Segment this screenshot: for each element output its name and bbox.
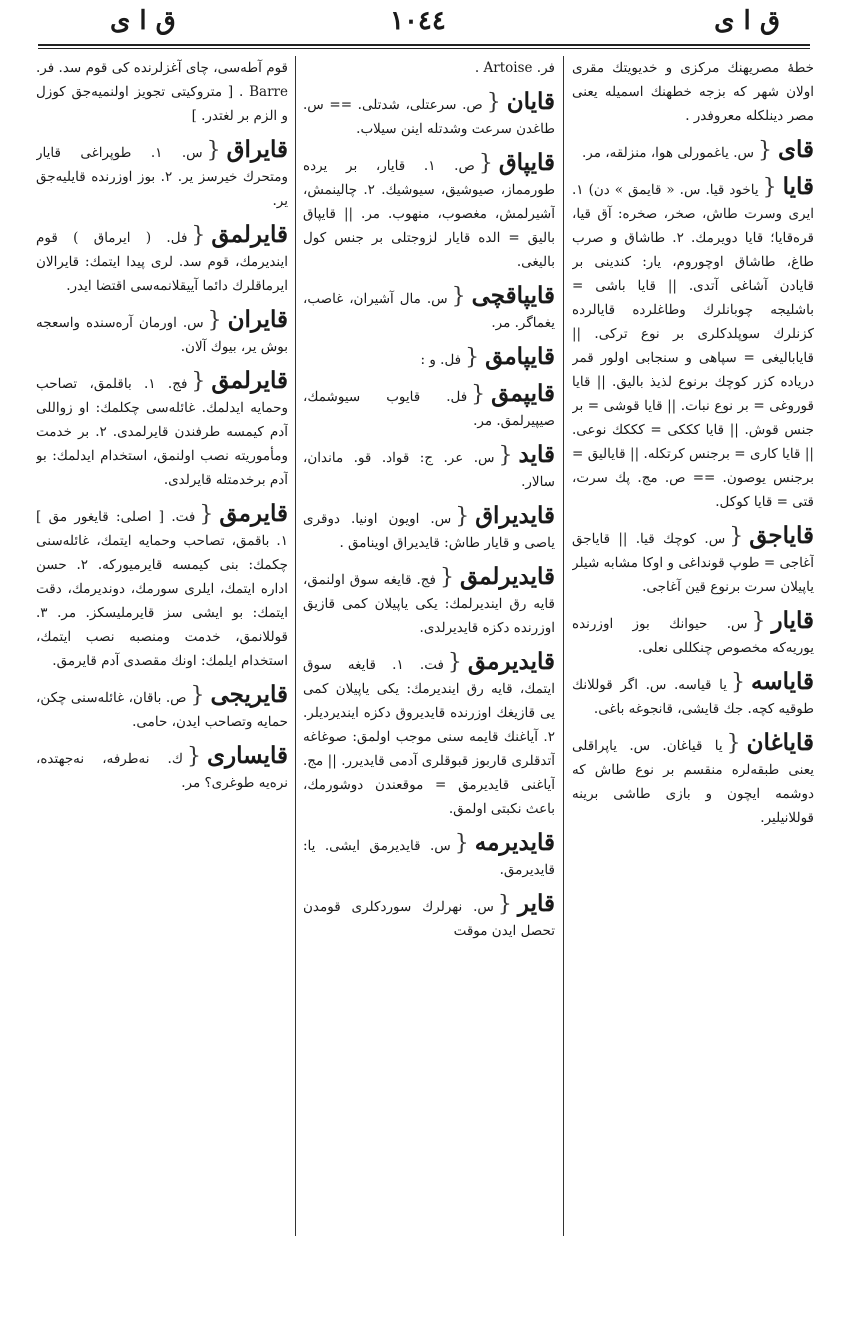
- entry-definition: س. قایدیرمق ایشى. یا: قایدیرمق.: [303, 838, 555, 878]
- brace-glyph: {: [207, 308, 222, 333]
- brace-glyph: {: [497, 892, 512, 917]
- brace-glyph: {: [439, 565, 454, 590]
- entry-headword: قایران: [227, 306, 288, 333]
- column-right: [572, 56, 814, 1236]
- dictionary-entry: [303, 56, 555, 80]
- entry-definition: س. مال آشیران، غاصب، یغماگر. مر.: [303, 291, 555, 331]
- dictionary-entry: [572, 138, 814, 165]
- dictionary-entry: [303, 382, 555, 433]
- dictionary-entry: [303, 151, 555, 274]
- dictionary-entry: [572, 731, 814, 830]
- brace-glyph: {: [498, 443, 513, 468]
- entry-definition: س. كوچك قیا. || قایاجق آغاجى = طوپ قونداغى و اوكا مشابه شیلر یاپیلان سرت برنوع قین آغاجى.: [572, 531, 814, 595]
- dictionary-entry: [303, 650, 555, 821]
- entry-definition: فج. ١. باقلمق، تصاحب وحمایه ایدلمك. غائله‌سى چكلمك: او زواللى آدم كیمسه طرفندن قایرلمدى. ٢. بر خدمت ومأموریته نصب اولنمق، استخدام ایدلمك: بو آدم برخدمتله قایرلدى.: [36, 376, 288, 488]
- brace-glyph: {: [191, 369, 206, 394]
- entry-headword: قایریجى: [210, 681, 288, 708]
- entry-definition: ص. ١. قایار، بر یرده طورمماز، صیوشیق، سیوشیك. ٢. چالینمش، آشیرلمش، مغصوب، منهوب. مر. || قایپاق بالیق = الده قایار لزوجتلى بر جنس كول بالیغى.: [303, 158, 555, 270]
- entry-headword: قایاسه: [750, 668, 814, 695]
- entry-definition: خطهٔ مصریهنك مركزى و خدیویتك مقرى اولان شهر كه بزجه خطهنك اسمیله یعنی مصر دینلكله معروفدر .: [572, 60, 814, 124]
- brace-glyph: {: [729, 524, 744, 549]
- dictionary-entry: [572, 524, 814, 599]
- entry-definition: فل. قایوب سیوشمك، صیپیرلمق. مر.: [303, 389, 555, 429]
- entry-headword: قایدیراق: [475, 502, 555, 529]
- brace-glyph: {: [454, 831, 469, 856]
- entry-definition: س. اویون اونیا. دوقرى یاصى و قایار طاش: قایدیراق اوینامق .: [303, 511, 555, 551]
- entry-headword: قایدیرمق: [467, 648, 555, 675]
- dictionary-entry: [303, 504, 555, 555]
- entry-definition: س. حیوانك بوز اوزرنده یوریه‌كه مخصوص چنكللى نعلى.: [572, 616, 814, 656]
- header-left-letters: ق ا ى: [110, 6, 176, 36]
- entry-definition: س. ١. طوپراغى قایار ومتحرك خیرسز یر. ٢. بوز اوزرنده قایلیه‌جق یر.: [36, 145, 288, 209]
- page-header: [40, 6, 810, 42]
- entry-definition: س. نهرلرك سوردكلرى قومدن تحصل ایدن موقت: [303, 899, 555, 939]
- brace-glyph: {: [455, 504, 470, 529]
- column-divider: [295, 56, 296, 1236]
- entry-headword: قایپاق: [498, 149, 555, 176]
- entry-headword: قایرلمق: [211, 221, 288, 248]
- brace-glyph: {: [186, 744, 201, 769]
- entry-definition: فر. Artoise .: [474, 60, 555, 76]
- brace-glyph: {: [465, 345, 480, 370]
- entry-headword: قاى: [777, 136, 814, 163]
- entry-headword: قایپاقچى: [471, 282, 555, 309]
- dictionary-entry: [572, 609, 814, 660]
- entry-headword: قاید: [518, 441, 555, 468]
- entry-definition: ص. سرعتلى، شدتلى. == س. طاغدن سرعت وشدتله اینن سیلاب.: [303, 97, 555, 137]
- column-middle: [303, 56, 555, 1236]
- dictionary-entry: [303, 345, 555, 372]
- entry-definition: یا قیاسه. س. اگر قوللانك طوقیه كچه. جك قایشى، قانجوغه باغى.: [572, 677, 814, 717]
- brace-glyph: {: [762, 175, 777, 200]
- entry-definition: س. اورمان آره‌سنده واسعجه بوش یر، بیوك آلان.: [36, 315, 288, 355]
- dictionary-entry: [572, 175, 814, 514]
- brace-glyph: {: [751, 609, 766, 634]
- brace-glyph: {: [191, 223, 206, 248]
- brace-glyph: {: [486, 90, 501, 115]
- entry-definition: فل. و :: [420, 352, 462, 368]
- entry-definition: فت. ١. قایغه سوق ایتمك، قایه رق ایندیرمك: یكى یاپیلان كمى یى قازیغك اوزرنده قایدیروق دكزه ایندیردیلر. ٢. آیاغنك قایمه سنى موجب اولمق: صوغاغه آتدقلرى قاربوز قبوقلرى آدمى قایدیرر. || مج. آیاغنى قایدیرمق = موقعندن دوشورمك، باعث نكبتى اولمق.: [303, 657, 555, 817]
- header-right-letters: ق ا ى: [714, 6, 780, 36]
- brace-glyph: {: [726, 731, 741, 756]
- entry-headword: قایار: [771, 607, 814, 634]
- entry-definition: یا قیاغان. س. یاپراقلى یعنى طبقه‌لره منقسم بر نوع طاش كه دوشمه ایچون و بازى طاشى برینه قوللانیلیر.: [572, 738, 814, 826]
- column-divider: [563, 56, 564, 1236]
- brace-glyph: {: [757, 138, 772, 163]
- brace-glyph: {: [190, 683, 205, 708]
- dictionary-entry: [36, 308, 288, 359]
- entry-definition: فج. قایغه سوق اولنمق، قایه رق ایندیرلمك: یكى یاپیلان كمى قازیق اوزرنده دكزه قایدیرلدى.: [303, 572, 555, 636]
- entry-definition: ص. باقان، غائله‌سنى چكن، حمایه وتصاحب ایدن، حامى.: [36, 690, 288, 730]
- brace-glyph: {: [730, 670, 745, 695]
- dictionary-entry: [303, 90, 555, 141]
- dictionary-entry: [36, 744, 288, 795]
- entry-headword: قایدیرلمق: [459, 563, 555, 590]
- header-rule: [38, 44, 810, 46]
- dictionary-entry: [303, 565, 555, 640]
- column-left: [36, 56, 288, 1236]
- brace-glyph: {: [447, 650, 462, 675]
- entry-headword: قایاجق: [749, 522, 814, 549]
- dictionary-entry: [36, 683, 288, 734]
- page-footer-blank: [0, 1248, 850, 1318]
- dictionary-entry: [303, 892, 555, 943]
- entry-definition: یاخود قیا. س. « قایمق » دن) ١. ایرى وسرت طاش، صخر، صخره: آق قیا، قره‌قایا؛ قایا دویرمك. ٢. طاشاق و صرب طاغ، طاشاق اوچوروم، یار: كندینى بر قایادن آشاغى آتدى. || قایا باشى = باشلیجه چوبانلرك وطاغلرده قایالرده كزنلرك سوپلدكلرى بر نوع تركى. || قایابالیغى = سپاهى و سنجابى اولور قمر دریاده كزر كوچك برنوع لذیذ بالیق. || قایا قوروغى = بر نوع نبات. || قایا قوشى = بر جنس قوش. || قایا كككى = كككك نوعى. || قایا كارى = برجنس كرتكله. || قایالیق = برجنس یوصون. == ص. مج. پك سرت، قتى = قایا كوكل.: [572, 182, 814, 510]
- dictionary-entry: [303, 831, 555, 882]
- dictionary-entry: [36, 502, 288, 673]
- dictionary-entry: [36, 369, 288, 492]
- dictionary-entry: [572, 670, 814, 721]
- brace-glyph: {: [471, 382, 486, 407]
- dictionary-entry: [36, 56, 288, 128]
- dictionary-entry: [36, 223, 288, 298]
- entry-headword: قایا: [782, 173, 814, 200]
- entry-definition: س. یاغمورلى هوا، منزلقه، مر.: [581, 145, 754, 161]
- entry-headword: قایدیرمه: [474, 829, 555, 856]
- brace-glyph: {: [451, 284, 466, 309]
- entry-headword: قایرلمق: [211, 367, 288, 394]
- dictionary-entry: [303, 443, 555, 494]
- brace-glyph: {: [478, 151, 493, 176]
- dictionary-entry: [572, 56, 814, 128]
- dictionary-entry: [303, 284, 555, 335]
- dictionary-entry: [36, 138, 288, 213]
- entry-definition: ك. نه‌طرفه، نه‌جهتده، نره‌یه طوغرى؟ مر.: [36, 751, 288, 791]
- brace-glyph: {: [199, 502, 214, 527]
- entry-headword: قایراق: [226, 136, 288, 163]
- entry-headword: قایرمق: [219, 500, 288, 527]
- entry-definition: فت. [ اصلى: قایغور مق ] ١. باقمق، تصاحب وحمایه ایتمك، غائله‌سنى چكمك: بنى كیمسه قایرمیوركه. ٢. حسن اداره ایتمك، ایلرى سورمك، دوندیرمك، دقت ایتمك: بو ایشى سز قایرملیسكز. مر. ٣. قوللانمق، خدمت ومنصبه نصب ایتمك، استخدام ایلمك: اونك مقصدى آدم قایرمق.: [36, 509, 288, 669]
- entry-definition: قوم آطه‌سى، چاى آغزلرنده كى قوم سد. فر. Barre . [ متروكيتى تجویز اولنمیه‌جق كوزل و الزم بر لغتدر. ]: [36, 60, 288, 124]
- entry-headword: قایاغان: [746, 729, 814, 756]
- entry-definition: س. عر. ج: قواد. قو. ماندان، سالار.: [303, 450, 555, 490]
- entry-headword: قایسارى: [206, 742, 288, 769]
- entry-headword: قایر: [517, 890, 555, 917]
- entry-headword: قایپامق: [485, 343, 555, 370]
- entry-headword: قایپمق: [491, 380, 555, 407]
- entry-definition: فل. ( ایرماق ) قوم ایندیرمك، قوم سد. لرى پیدا ایتمك: قایرالان ایرماقلرك دائما آییقلانمه‌سى اقتضا ایدر.: [36, 230, 288, 294]
- page-number: ١٠٤٤: [390, 6, 446, 36]
- entry-headword: قایان: [506, 88, 555, 115]
- brace-glyph: {: [206, 138, 221, 163]
- header-rule-thin: [38, 48, 810, 49]
